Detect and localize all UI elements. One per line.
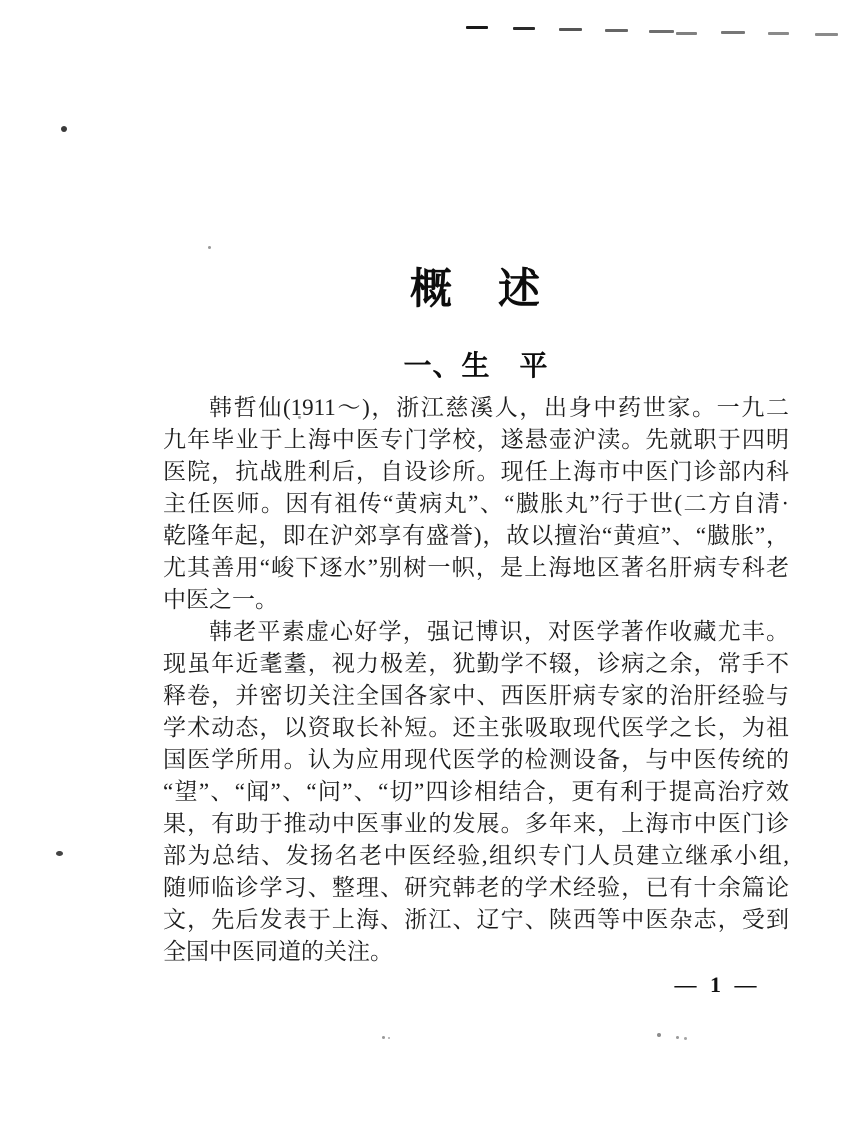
- text-line: 韩老平素虚心好学，强记博识，对医学著作收藏尤丰。: [209, 619, 789, 644]
- text-line: 韩哲仙(1911～)，浙江慈溪人，出身中药世家。一九二: [209, 395, 789, 420]
- scan-dash-icon: [466, 26, 488, 29]
- scan-dash-icon: [815, 33, 838, 36]
- text-line: 学术动态，以资取长补短。还主张吸取现代医学之长，为祖: [163, 715, 789, 740]
- scan-dash-icon: [721, 31, 745, 34]
- text-line: 国医学所用。认为应用现代医学的检测设备，与中医传统的: [163, 747, 789, 772]
- text-line: 果，有助于推动中医事业的发展。多年来，上海市中医门诊: [163, 811, 789, 836]
- text-line: 部为总结、发扬名老中医经验,组织专门人员建立继承小组,: [163, 843, 789, 868]
- text-line: 乾隆年起，即在沪郊享有盛誉)，故以擅治“黄疸”、“臌胀”，: [163, 523, 789, 548]
- scan-dash-icon: [649, 30, 674, 33]
- scan-dash-icon: [676, 32, 697, 35]
- scan-dash-icon: [559, 28, 582, 31]
- text-line: 随师临诊学习、整理、研究韩老的学术经验，已有十余篇论: [163, 875, 789, 900]
- scan-speck: [56, 851, 63, 856]
- text-line: 文，先后发表于上海、浙江、辽宁、陕西等中医杂志，受到: [163, 907, 789, 932]
- body-text: [163, 392, 789, 968]
- chapter-title: 概 述: [409, 265, 542, 312]
- scan-dash-icon: [605, 29, 628, 32]
- scan-speck: [61, 126, 67, 132]
- text-line: 现虽年近耄耋，视力极差，犹勤学不辍，诊病之余，常手不: [163, 651, 789, 676]
- scan-speck: [676, 1036, 679, 1039]
- scan-dash-icon: [768, 32, 789, 35]
- scan-speck: [208, 246, 211, 249]
- text-line: 主任医师。因有祖传“黄病丸”、“臌胀丸”行于世(二方自清·: [163, 491, 789, 516]
- text-line: 全国中医同道的关注。: [163, 939, 393, 964]
- scan-speck: [382, 1036, 385, 1039]
- scan-dash-icon: [513, 27, 535, 30]
- scan-speck: [657, 1033, 661, 1037]
- section-heading: 一、生 平: [403, 350, 549, 381]
- text-line: 尤其善用“峻下逐水”别树一帜，是上海地区著名肝病专科老: [163, 555, 789, 580]
- text-line: 医院，抗战胜利后，自设诊所。现任上海市中医门诊部内科: [163, 459, 789, 484]
- text-line: 九年毕业于上海中医专门学校，遂悬壶沪渎。先就职于四明: [163, 427, 789, 452]
- text-line: “望”、“闻”、“问”、“切”四诊相结合，更有利于提高治疗效: [163, 779, 789, 804]
- text-line: 释卷，并密切关注全国各家中、西医肝病专家的治肝经验与: [163, 683, 789, 708]
- page-number: — 1 —: [674, 972, 761, 997]
- text-line: 中医之一。: [163, 587, 278, 612]
- scan-speck: [388, 1037, 390, 1039]
- scan-speck: [684, 1037, 687, 1040]
